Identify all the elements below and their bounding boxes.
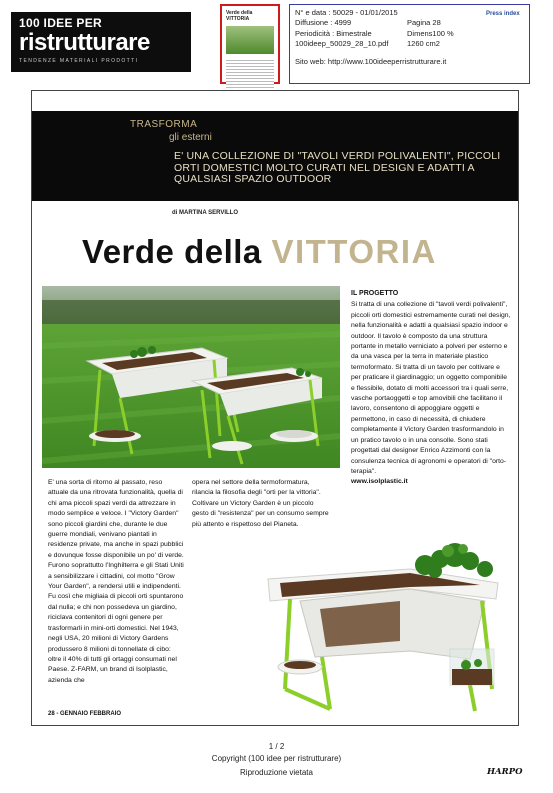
magazine-logo [11,12,191,72]
sidebar-url[interactable]: www.isolplastic.it [351,478,408,486]
planter-plants [415,543,493,578]
article-page [31,90,519,726]
folio: 28 - GENNAIO FEBBRAIO [48,711,122,717]
logo-line3: TENDENZE MATERIALI PRODOTTI [19,58,139,64]
meta-site[interactable]: Sito web: http://www.100ideeperristrutturare.it [295,57,447,67]
body-column-2: opera nel settore della termoformatura, rilancia la filosofia degli "orti per la vittoria". Coltivare un Victory Garden è un piccolo gesto di "resistenza" per un consumo sempre più attento e rispettoso del Pianeta. [192,479,329,528]
meta-diffusione: Diffusione : 4999 [295,18,352,28]
garden-photo-svg [42,286,340,468]
page-thumbnail[interactable] [220,4,280,84]
garden-photo [42,286,340,468]
meta-date: N° e data : 50029 - 01/01/2015 [295,8,398,17]
title-part2: VITTORIA [271,233,437,270]
page-counter: 1 / 2 [268,742,285,751]
mini-greenhouse [450,649,494,685]
section-sublabel: gli esterni [169,132,212,143]
meta-file: 100ideep_50029_28_10.pdf [295,38,389,48]
agency-logo: HARPO [487,767,523,777]
copyright-text: Copyright (100 idee per ristrutturare) [211,754,342,763]
metadata-box [289,4,530,84]
thumbnail-text [226,58,274,88]
meta-periodicita: Periodicità : Bimestrale [295,28,372,38]
article-title [82,233,437,271]
sidebar-heading: IL PROGETTO [351,290,399,297]
planter-soil-section [320,601,400,647]
press-index-logo: Press index [486,11,520,17]
thumbnail-image [226,26,274,54]
rights-text: Riproduzione vietata [240,768,313,777]
body-column-1: E' una sorta di ritorno al passato, reso attuale da una ritrovata funzionalità, quella di chi ama piccoli spazi verdi da attrezzare in modo semplice e veloce. I "Victory Garden" sono piccoli giardini che, durante le due guerre mondiali, venivano piantati in residenze private, ma anche in spazi pubblici e dovunque fosse disponibile un po' di verde. Furono soprattutto l'Inghilterra e gli Stati Uniti a sensibilizzare i cittadini, col motto "Grow Your Garden", a rendersi utili e indipendenti. Fu così che migliaia di piccoli orti spuntarono dal nulla; e chi non possedeva un giardino, riciclava contenitori di ogni genere per trasformarli in mini-orti domestici. Nel 1943, negli USA, 20 milioni di Victory Gardens produssero 8 milioni di tonnellate di cibo: oltre il 40% di tutti gli ortaggi consumati nel Paese. Z-FARM, un brand di Isolplastic, azienda che [48,479,184,684]
meta-pagina: Pagina 28 [407,18,441,28]
lead-text: E' UNA COLLEZIONE DI "TAVOLI VERDI POLIVALENTI", PICCOLI ORTI DOMESTICI MOLTO CURATI NEL DESIGN E ADATTI A QUALSIASI SPAZIO OUTDOOR [174,150,501,185]
thumbnail-title: Verde della VITTORIA [226,10,253,22]
meta-periodicita-row [295,29,524,39]
side-tray [278,660,322,674]
meta-diffusione-row [295,18,524,28]
header-banner [32,111,518,201]
sidebar-text: Si tratta di una collezione di "tavoli verdi polivalenti", piccoli orti domestici estremamente curati nel design, nella funzionalità e adatti a qualsiasi spazio indoor e outdoor. Il tavolo è composto da una struttura portante in metallo verniciato a polveri per esterno e da una vasca per la terra in materiale plastico termoformato. Si tratta di un tavolo per coltivare e per praticare il giardinaggio; un oggetto componibile e flessibile, dotato di molti accessori tra i quali serre, vasche portaoggetti e top amovibili che facilitano il lavoro, consentono di appoggiare oggetti e permettono, in caso di necessità, di chiudere completamente il Victory Garden trasformandolo in un pratico tavolo o in una consolle. Sono stati progettati dal designer Enrico Azzimonti con la consulenza tecnica di agronomi e operatori di "orto-terapia". [351,301,511,475]
logo-line1: 100 IDEE PER [19,16,102,30]
title-part1: Verde della [82,233,262,270]
product-photo [260,539,510,715]
meta-area: 1260 cm2 [407,38,440,48]
photo-hedge [42,300,340,326]
logo-line2: ristrutturare [19,29,150,56]
meta-dimens: Dimens100 % [407,28,454,38]
project-sidebar [351,289,511,488]
meta-file-row [295,39,524,49]
byline: di MARTINA SERVILLO [172,210,238,216]
product-photo-svg [260,539,510,715]
section-label: TRASFORMA [130,119,198,130]
